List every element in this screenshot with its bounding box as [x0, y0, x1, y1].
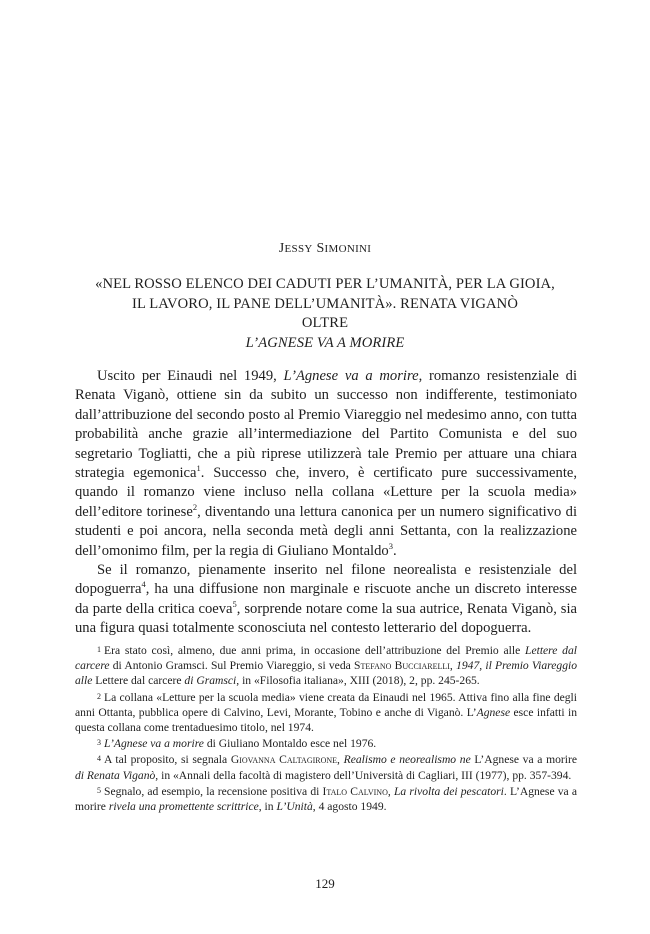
- footnote-4-text: L’Agnese va a morire: [470, 753, 577, 767]
- author-first-initial: J: [278, 241, 285, 256]
- footnote-5-text: , in: [258, 800, 277, 814]
- footnote-4: [75, 751, 577, 782]
- footnote-4-text: A tal proposito, si segnala: [104, 753, 231, 767]
- footnote-3-number: 3: [97, 738, 101, 748]
- title-line-1: «NEL ROSSO ELENCO DEI CADUTI PER L’UMANITÀ, PER LA GIOIA,: [95, 276, 555, 292]
- footnote-ref-3[interactable]: 3: [388, 540, 393, 551]
- footnote-1-italic: 1947, il Premio Viareggio alle: [75, 659, 578, 688]
- footnote-4-italic: di Renata Viganò: [75, 768, 156, 782]
- footnote-4-italic: Realismo e neorealismo ne: [343, 753, 471, 767]
- footnote-5-author: Italo Calvino: [322, 784, 388, 798]
- page-number: 129: [315, 876, 335, 891]
- footnote-1-author: Stefano Bucciarelli: [354, 659, 450, 673]
- footnote-5-number: 5: [97, 785, 101, 795]
- footnote-4-text: , in «Annali della facoltà di magistero dell’Università di Cagliari, III (1977), pp. 357-394.: [155, 768, 572, 782]
- footnote-1: [75, 642, 577, 689]
- footnote-5-text: ,: [387, 784, 394, 798]
- author-last-initial: S: [316, 241, 325, 256]
- title-line-3-prefix: OLTRE: [301, 315, 349, 331]
- footnote-5-italic: rivela una promettente scrittrice: [108, 800, 259, 814]
- author-last-rest: IMONINI: [324, 243, 372, 255]
- footnote-4-text: ,: [337, 753, 344, 767]
- footnote-ref-4[interactable]: 4: [141, 579, 146, 590]
- footnote-1-text: , in «Filosofia italiana», XIII (2018), 2, pp. 245-265.: [236, 674, 480, 688]
- p1-italic-title: L’Agnese va a morire: [283, 368, 419, 384]
- footnote-2-number: 2: [97, 691, 101, 701]
- footnote-1-italic: Lettere dal carcere: [75, 644, 577, 673]
- article-title: [75, 275, 575, 353]
- author-first-rest: ESSY: [284, 243, 313, 255]
- body-text: [75, 367, 577, 639]
- footnote-2: [75, 689, 577, 736]
- author-name: [0, 241, 650, 257]
- footnote-1-number: 1: [97, 645, 101, 654]
- footnote-5: [75, 783, 577, 814]
- paragraph-1: [75, 367, 577, 561]
- p1-text-4: , diventando una lettura canonica per un numero significativo di studenti e poi ancora, nella seconda metà degli anni Settanta, con la realizzazione dell’omonimo film, per la regia di Giuliano Montaldo: [75, 503, 577, 559]
- footnote-1-text: Lettere dal carcere: [92, 674, 185, 688]
- footnote-1-text: ,: [449, 659, 457, 673]
- p2-text-3: , sorprende notare come la sua autrice, Renata Viganò, sia una figura quasi totalmente sconosciuta nel contesto letterario del dopoguerra.: [75, 600, 577, 637]
- paragraph-2: [75, 561, 577, 639]
- footnote-2-text: La collana «Letture per la scuola media» viene creata da Einaudi nel 1965. Attiva fino alla fine degli anni Ottanta, pubblica opere di Calvino, Levi, Morante, Tobino e anche di Viganò. L’: [75, 690, 577, 719]
- footnote-2-italic: Agnese: [476, 705, 511, 719]
- title-line-2: IL LAVORO, IL PANE DELL’UMANITÀ». RENATA VIGANÒ: [132, 295, 518, 312]
- p2-text-2: , ha una diffusione non marginale e riscuote anche un discreto interesse da parte della critica coeva: [75, 581, 577, 617]
- footnote-5-italic: La rivolta dei pescatori: [393, 784, 504, 798]
- p1-text-5: .: [392, 542, 397, 559]
- footnote-4-number: 4: [97, 754, 101, 764]
- footnote-5-text: Segnalo, ad esempio, la recensione positiva di: [104, 784, 323, 798]
- footnote-4-author: Giovanna Caltagirone: [230, 753, 338, 767]
- footnote-3-text: di Giuliano Montaldo esce nel 1976.: [203, 737, 377, 751]
- footnote-3: [75, 735, 577, 751]
- footnote-5-text: . L’Agnese va a morire: [75, 784, 577, 814]
- footnote-3-italic: L’Agnese va a morire: [104, 737, 204, 751]
- footnote-ref-1[interactable]: 1: [196, 463, 201, 474]
- p1-text-1: Uscito per Einaudi nel 1949,: [97, 368, 284, 384]
- footnotes: [75, 642, 577, 814]
- title-line-3-italic: L’AGNESE VA A MORIRE: [245, 334, 405, 351]
- footnote-1-italic: di Gramsci: [184, 674, 237, 688]
- footnote-1-text: Era stato così, almeno, due anni prima, in occasione dell’attribuzione del Premio alle: [104, 644, 525, 657]
- footnote-2-text: esce infatti in questa collana come trentaduesimo titolo, nel 1974.: [75, 705, 577, 735]
- footnote-1-text: di Antonio Gramsci. Sul Premio Viareggio, si veda: [109, 659, 354, 673]
- footnote-5-text: , 4 agosto 1949.: [312, 800, 387, 814]
- p2-text-1: Se il romanzo, pienamente inserito nel filone neorealista e resistenziale del dopoguerra: [75, 562, 577, 598]
- footnote-ref-2[interactable]: 2: [192, 501, 198, 512]
- footnote-ref-5[interactable]: 5: [232, 598, 237, 609]
- title-line-3: [75, 314, 575, 353]
- p1-text-3: . Successo che, invero, è certificato pure successivamente, quando il romanzo viene incluso nella collana «Letture per la scuola media» dell’editore torinese: [75, 465, 577, 520]
- p1-text-2: , romanzo resistenziale di Renata Viganò, ottiene sin da subito un successo non indifferente, testimoniato dall’attribuzione del secondo posto al Premio Viareggio nel medesimo anno, con tutta probabilità anche grazie all’intermediazione del Partito Comunista e del suo segretario Togliatti, che a più riprese utilizzerà tale Premio per attuare una chiara strategia egemonica: [75, 368, 578, 482]
- footnote-5-italic: L’Unità: [276, 800, 313, 814]
